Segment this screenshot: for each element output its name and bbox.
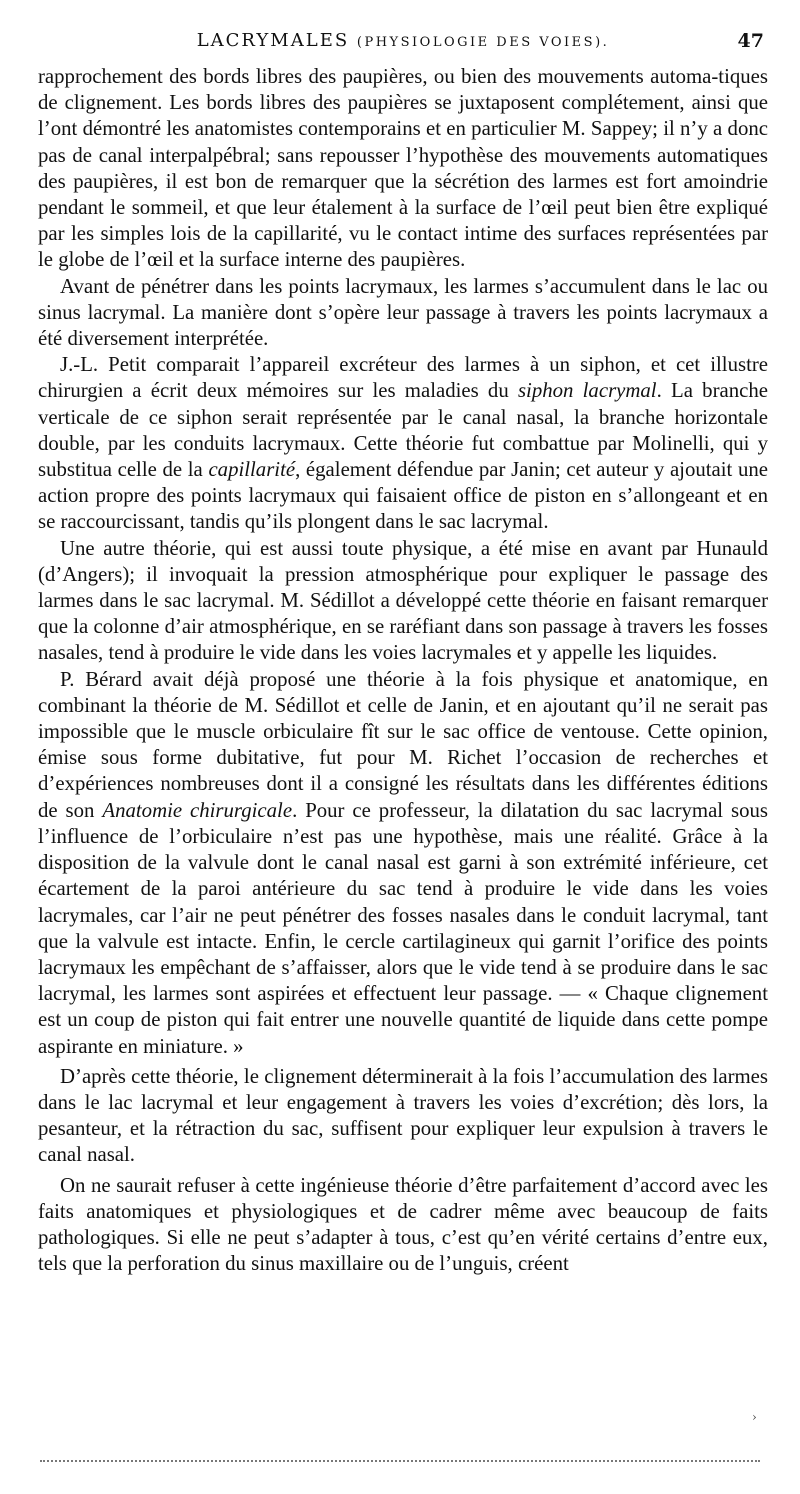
text-run: Avant de pénétrer dans les points lacrymaux, les larmes s’accumulent dans le lac ou sinus lacrymal. La manière dont s’opère leur passage à travers les points lacrymaux a été diversement interprétée. bbox=[38, 274, 768, 351]
italic-run: Anatomie chirurgicale bbox=[102, 798, 293, 822]
paragraph bbox=[38, 536, 768, 667]
running-head bbox=[38, 30, 768, 51]
stray-mark: › bbox=[752, 1410, 757, 1424]
italic-run: capillarité bbox=[208, 458, 296, 482]
paragraph bbox=[38, 352, 768, 535]
text-run: J.-L. Petit comparait l’appareil excréteur des larmes à un siphon, et cet illustre chirurgien a écrit deux mémoires sur les maladies du bbox=[38, 353, 768, 403]
text-run: P. Bérard avait déjà proposé une théorie à la fois physique et anatomique, en combinant la théorie de M. Sédillot et celle de Janin, et en ajoutant qu’il ne serait pas impossible que le muscle orbiculaire fît sur le sac office de ventouse. Cette opinion, émise sous forme dubitative, fut pour M. Richet l’occasion de recherches et d’expériences nombreuses dont il a consigné les résultats dans les différentes éditions de son bbox=[38, 667, 768, 822]
paragraph bbox=[38, 64, 768, 274]
page-number: 47 bbox=[737, 30, 764, 52]
footer-dotted-rule bbox=[40, 1460, 760, 1462]
text-run: Une autre théorie, qui est aussi toute physique, a été mise en avant par Hunauld (d’Angers); il invoquait la pression atmosphérique pour expliquer le passage des larmes dans le sac lacrymal. M. Sédillot a développé cette théorie en faisant remarquer que la colonne d’air atmosphérique, en se raréfiant dans son passage à travers les fosses nasales, tend à produire le vide dans les voies lacrymales et y appelle les liquides. bbox=[38, 536, 768, 665]
body-text bbox=[38, 64, 768, 1277]
text-run: . La branche verticale de ce siphon serait représentée par le canal nasal, la branche horizontale double, par les conduits lacrymaux. Cette théorie fut combattue par Molinelli, qui y substitua celle de la bbox=[38, 379, 768, 482]
text-run: D’après cette théorie, le clignement déterminerait à la fois l’accumulation des larmes dans le lac lacrymal et leur engagement à travers les voies d’excrétion; dès lors, la pesanteur, et la rétraction du sac, suffisent pour expliquer leur expulsion à travers le canal nasal. bbox=[38, 1064, 768, 1167]
running-head-subtitle: (PHYSIOLOGIE DES VOIES). bbox=[356, 35, 610, 50]
text-run: . Pour ce professeur, la dilatation du sac lacrymal sous l’influence de l’orbiculaire n’est pas une hypothèse, mais une réalité. Grâce à la disposition de la valvule dont le canal nasal est garni à son extrémité inférieure, cet écartement de la paroi antérieure du sac tend à produire le vide dans les voies lacrymales, car l’air ne peut pénétrer des fosses nasales dans le conduit lacrymal, tant que la valvule est intacte. Enfin, le cercle cartilagineux qui garnit l’orifice des points lacrymaux les empêchant de s’affaisser, alors que le vide tend à se produire dans le sac lacrymal, les larmes sont aspirées et effectuent leur passage. — « Chaque clignement est un coup de piston qui fait entrer une nouvelle quantité de liquide dans cette pompe aspirante en miniature. » bbox=[38, 798, 768, 1058]
text-run: rapprochement des bords libres des paupières, ou bien des mouvements automa-tiques de clignement. Les bords libres des paupières se juxtaposent complétement, ainsi que l’ont démontré les anatomistes contemporains et en particulier M. Sappey; il n’y a donc pas de canal interpalpébral; sans repousser l’hypothèse des mouvements automatiques des paupières, il est bon de remarquer que la sécrétion des larmes est fort amoindrie pendant le sommeil, et que leur étalement à la surface de l’œil peut bien être expliqué par les simples lois de la capillarité, vu le contact intime des surfaces représentées par le globe de l’œil et la surface interne des paupières. bbox=[38, 65, 768, 272]
paragraph bbox=[38, 274, 768, 353]
text-run: On ne saurait refuser à cette ingénieuse théorie d’être parfaitement d’accord avec les faits anatomiques et physiologiques et de cadrer même avec beaucoup de faits pathologiques. Si elle ne peut s’adapter à tous, c’est qu’en vérité certains d’entre eux, tels que la perforation du sinus maxillaire ou de l’unguis, créent bbox=[38, 1173, 768, 1276]
paragraph bbox=[38, 667, 768, 1060]
paragraph bbox=[38, 1173, 768, 1278]
italic-run: siphon lacrymal bbox=[517, 379, 657, 403]
running-head-title: LACRYMALES bbox=[196, 30, 350, 51]
paragraph bbox=[38, 1064, 768, 1169]
page-header bbox=[38, 30, 768, 60]
text-run: , également défendue par Janin; cet auteur y ajoutait une action propre des points lacrymaux qui faisaient office de piston en s’allongeant et en se raccourcissant, tandis qu’ils plongent dans le sac lacrymal. bbox=[38, 458, 768, 534]
